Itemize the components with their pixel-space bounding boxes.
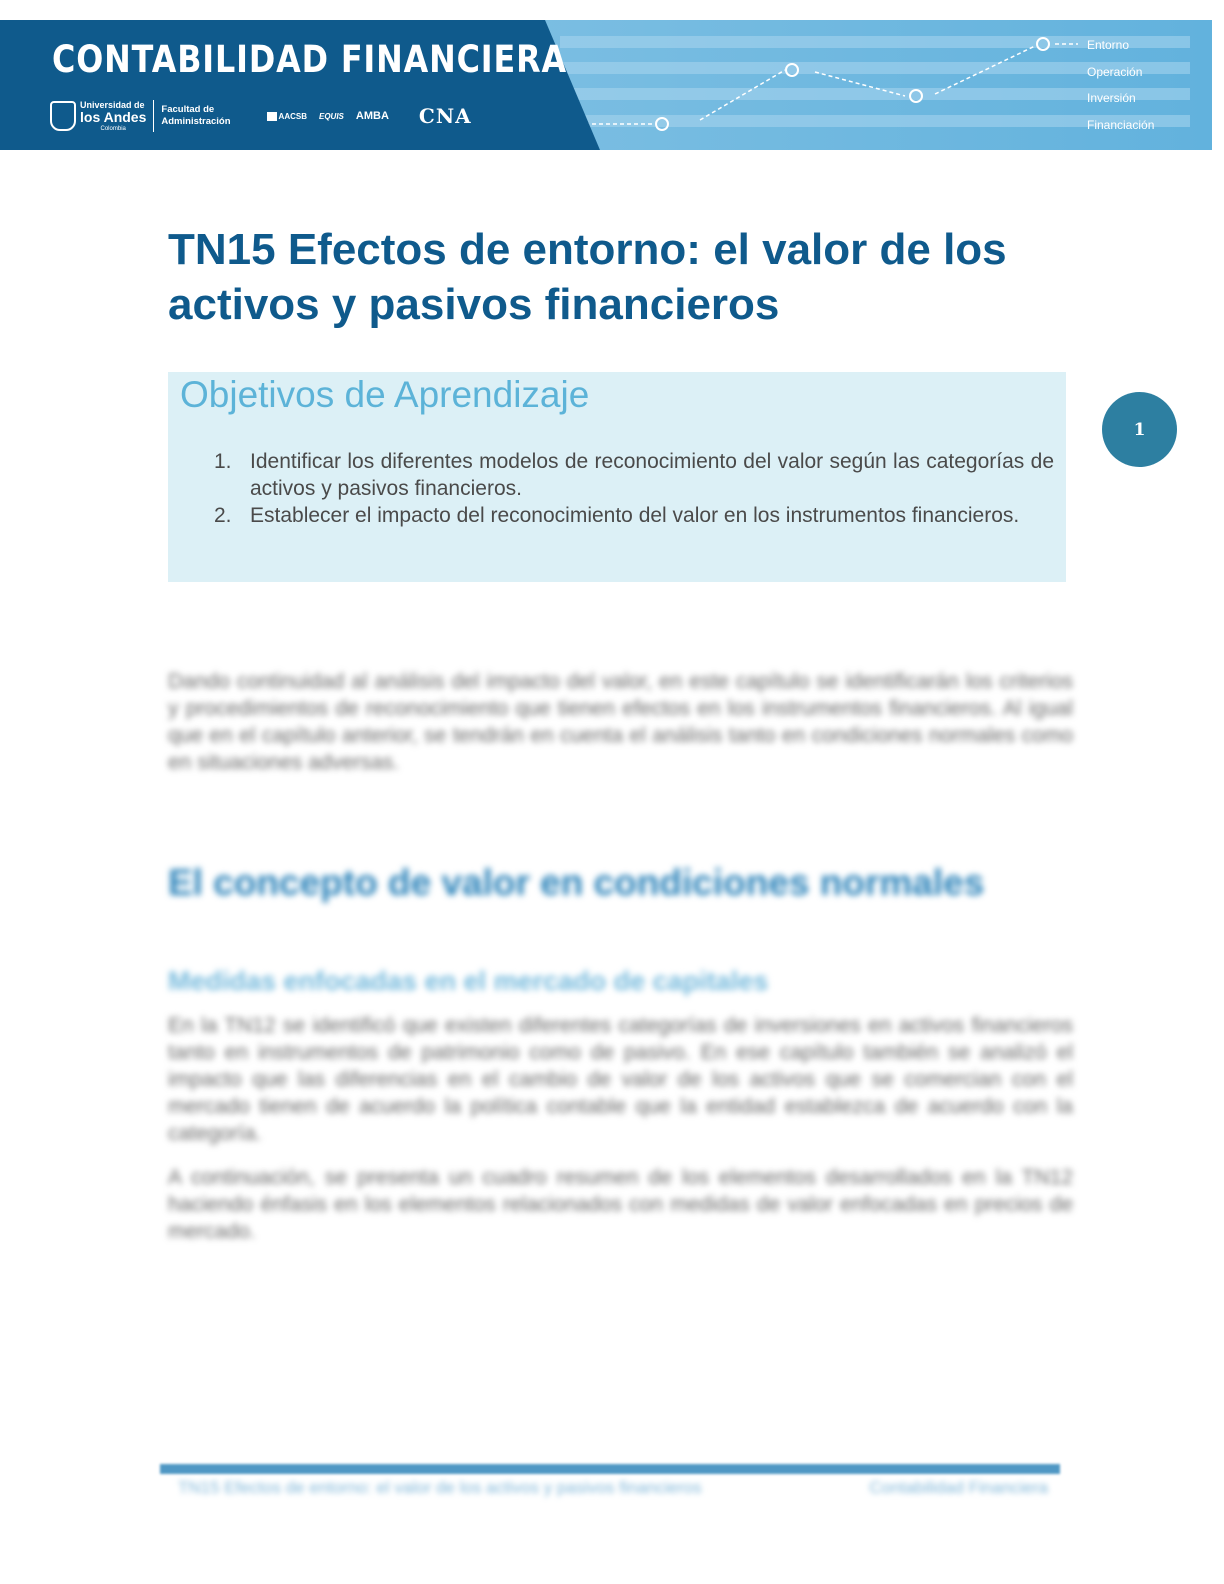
- subsection-heading: Medidas enfocadas en el mercado de capitales: [168, 966, 769, 996]
- stage-label-entorno: Entorno: [1087, 38, 1130, 52]
- objective-item: [214, 448, 1054, 502]
- header-banner: [0, 20, 1212, 150]
- footer: [178, 1478, 1048, 1498]
- body-paragraph-2-block: [168, 1164, 1073, 1245]
- subsection-block: [168, 966, 1073, 997]
- objective-text: Establecer el impacto del reconocimiento del valor en los instrumentos financieros.: [250, 504, 1020, 527]
- university-name-small: Universidad de: [80, 99, 145, 110]
- stage-label-operacion: Operación: [1087, 65, 1143, 79]
- objective-item: [214, 502, 1054, 529]
- faculty-name: [161, 104, 230, 128]
- stage-label-inversion: Inversión: [1087, 91, 1136, 105]
- objective-number: 1.: [214, 450, 232, 473]
- university-country: Colombia: [100, 125, 126, 132]
- faculty-line-2: Administración: [161, 116, 231, 127]
- stage-label-financiacion: Financiación: [1087, 118, 1155, 132]
- page-number-badge: 1: [1102, 392, 1177, 467]
- intro-section: [168, 668, 1073, 776]
- accreditation-logos: [267, 104, 472, 128]
- faculty-line-1: Facultad de: [161, 104, 215, 115]
- body-paragraph-1-block: [168, 1012, 1073, 1147]
- section-block: [168, 862, 1073, 904]
- equis-logo: EQUIS: [319, 111, 344, 121]
- body-paragraph-2: A continuación, se presenta un cuadro resumen de los elementos desarrollados en la TN12 haciendo énfasis en los elementos relacionados con medidas de valor enfocadas en precios de mercado.: [168, 1166, 1073, 1243]
- document-title: TN15 Efectos de entorno: el valor de los activos y pasivos financieros: [168, 225, 1007, 329]
- objective-text: Identificar los diferentes modelos de reconocimiento del valor según las categorías de activos y pasivos financieros.: [250, 450, 1054, 500]
- footer-left-text: TN15 Efectos de entorno: el valor de los activos y pasivos financieros: [178, 1478, 702, 1497]
- university-logo: [50, 101, 146, 132]
- institution-logos: [50, 96, 472, 136]
- learning-objectives-box: [168, 372, 1066, 582]
- amba-logo: AMBA: [355, 110, 389, 122]
- university-shield-icon: [50, 101, 76, 131]
- university-name-big: los Andes: [80, 108, 147, 125]
- banner-title: CONTABILIDAD FINANCIERA: [52, 38, 567, 81]
- objectives-list: [214, 448, 1054, 529]
- section-heading: El concepto de valor en condiciones normales: [168, 862, 985, 903]
- cna-logo: CNA: [418, 104, 472, 128]
- footer-bar: [160, 1464, 1060, 1474]
- objectives-heading: Objetivos de Aprendizaje: [180, 374, 590, 415]
- aacsb-logo: AACSB: [267, 112, 307, 121]
- logo-divider: [153, 100, 154, 132]
- intro-paragraph: Dando continuidad al análisis del impacto del valor, en este capítulo se identificarán los criterios y procedimientos de reconocimiento que tienen efectos en los instrumentos financieros. Al igual que en el capítulo anterior, se tendrán en cuenta el análisis tanto en condiciones normales como en situaciones adversas.: [168, 670, 1073, 774]
- footer-right-text: Contabilidad Financiera: [869, 1478, 1048, 1497]
- body-paragraph-1: En la TN12 se identificó que existen diferentes categorías de inversiones en activos financieros tanto en instrumentos de patrimonio como de pasivo. En ese capítulo también se analizó el impacto que las diferencias en el cambio de valor de los activos que se comercian con el mercado tienen de acuerdo la política contable que la entidad establezca de acuerdo con la categoría.: [168, 1014, 1073, 1145]
- objective-number: 2.: [214, 504, 232, 527]
